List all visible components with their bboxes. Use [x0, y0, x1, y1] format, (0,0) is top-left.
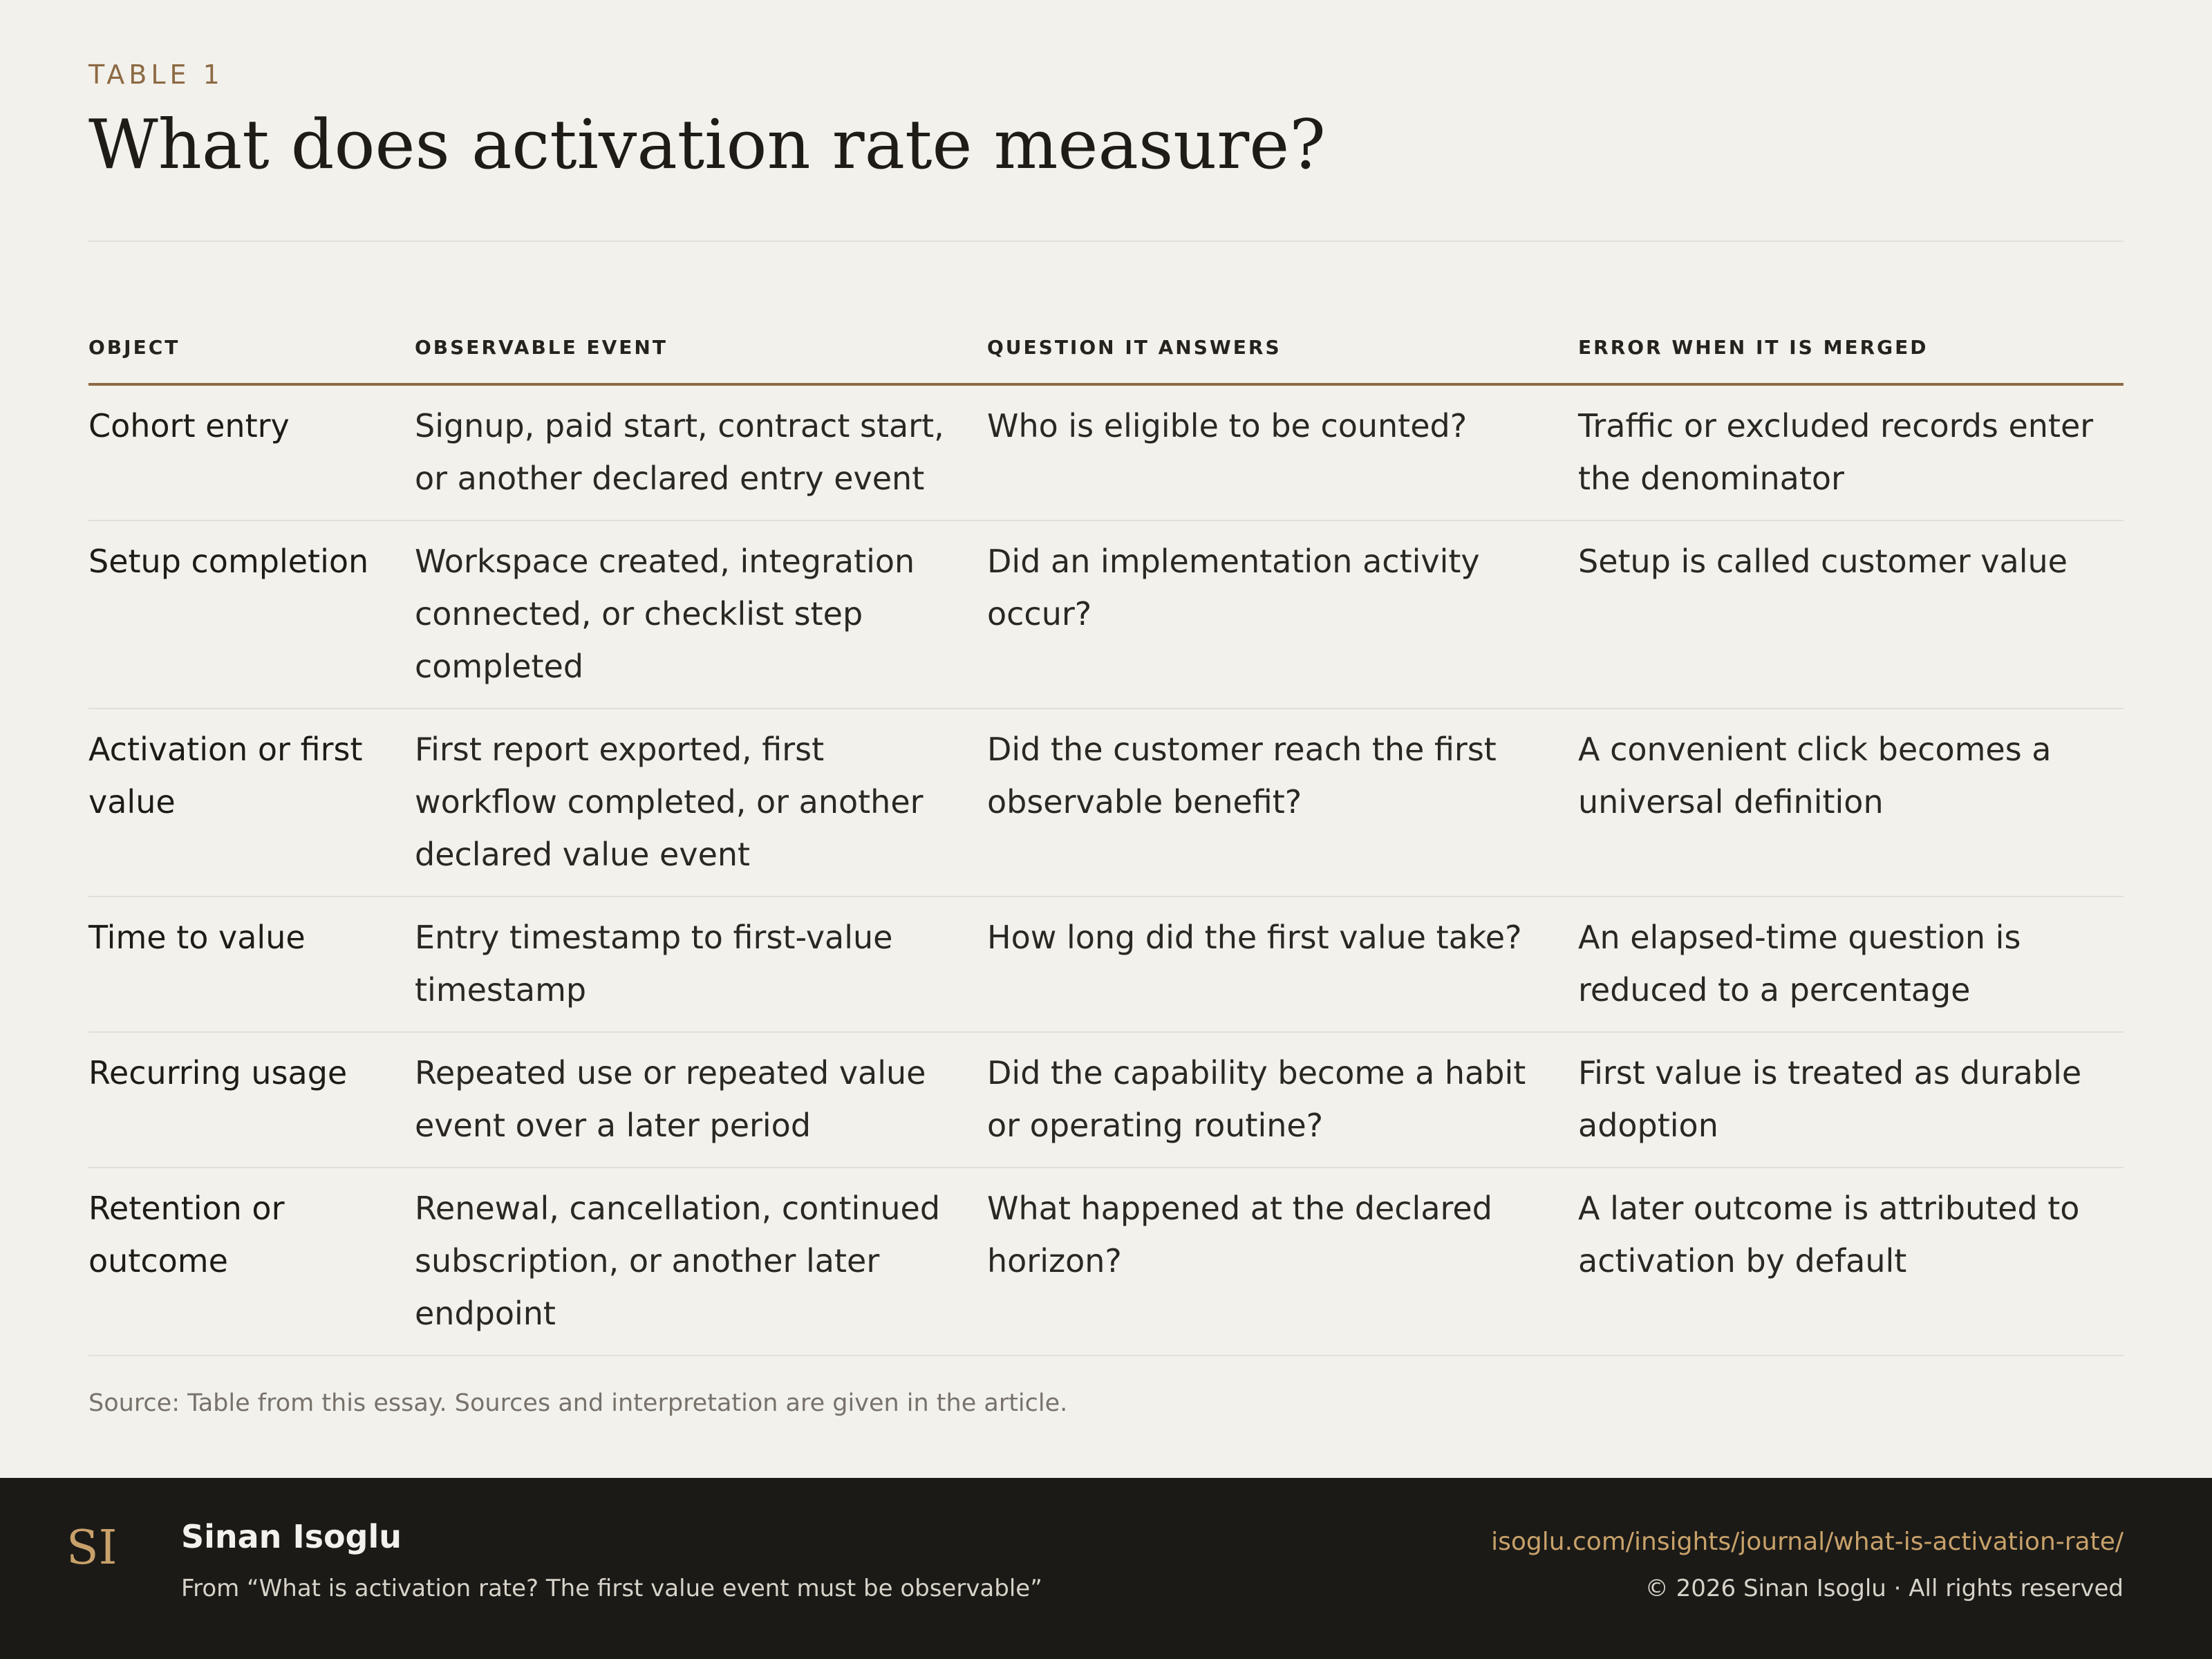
cell-error: First value is treated as durable adoption [1578, 1032, 2124, 1168]
monogram-logo-icon [64, 1515, 120, 1577]
cell-question: Did an implementation activity occur? [987, 521, 1578, 709]
column-header-error: ERROR WHEN IT IS MERGED [1578, 325, 2124, 384]
source-note: Source: Table from this essay. Sources and interpretation are given in the article. [88, 1389, 1068, 1417]
cell-question: Who is eligible to be counted? [987, 384, 1578, 521]
cell-error: A later outcome is attributed to activation by default [1578, 1168, 2124, 1356]
table-eyebrow: TABLE 1 [88, 59, 224, 90]
column-header-observable-event: OBSERVABLE EVENT [415, 325, 987, 384]
cell-observable-event: First report exported, first workflow completed, or another declared value event [415, 709, 987, 897]
table-row [88, 897, 2124, 1032]
cell-question: How long did the first value take? [987, 897, 1578, 1032]
cell-error: A convenient click becomes a universal definition [1578, 709, 2124, 897]
cell-object: Recurring usage [88, 1032, 415, 1168]
table-row [88, 1032, 2124, 1168]
cell-observable-event: Renewal, cancellation, continued subscription, or another later endpoint [415, 1168, 987, 1356]
cell-object: Time to value [88, 897, 415, 1032]
table-row [88, 709, 2124, 897]
table-header-row [88, 325, 2124, 384]
table-row [88, 384, 2124, 521]
cell-question: Did the customer reach the first observable benefit? [987, 709, 1578, 897]
cell-observable-event: Signup, paid start, contract start, or another declared entry event [415, 384, 987, 521]
column-header-object: OBJECT [88, 325, 415, 384]
table-row [88, 521, 2124, 709]
article-url-link[interactable]: isoglu.com/insights/journal/what-is-activation-rate/ [1491, 1528, 2124, 1556]
cell-object: Setup completion [88, 521, 415, 709]
cell-object: Cohort entry [88, 384, 415, 521]
author-name: Sinan Isoglu [181, 1518, 402, 1555]
cell-error: Setup is called customer value [1578, 521, 2124, 709]
copyright-notice: © 2026 Sinan Isoglu · All rights reserved [1644, 1575, 2124, 1602]
cell-object: Activation or first value [88, 709, 415, 897]
svg-text:SI: SI [66, 1521, 118, 1575]
cell-observable-event: Entry timestamp to first-value timestamp [415, 897, 987, 1032]
cell-observable-event: Workspace created, integration connected, or checklist step completed [415, 521, 987, 709]
cell-question: What happened at the declared horizon? [987, 1168, 1578, 1356]
column-header-question: QUESTION IT ANSWERS [987, 325, 1578, 384]
article-reference: From “What is activation rate? The first value event must be observable” [181, 1575, 1042, 1602]
cell-error: An elapsed-time question is reduced to a percentage [1578, 897, 2124, 1032]
cell-observable-event: Repeated use or repeated value event over a later period [415, 1032, 987, 1168]
page-title: What does activation rate measure? [88, 106, 1326, 185]
table-row [88, 1168, 2124, 1356]
activation-table [88, 325, 2124, 1356]
title-divider [88, 241, 2124, 242]
footer [0, 1478, 2212, 1659]
cell-object: Retention or outcome [88, 1168, 415, 1356]
cell-question: Did the capability become a habit or operating routine? [987, 1032, 1578, 1168]
cell-error: Traffic or excluded records enter the denominator [1578, 384, 2124, 521]
